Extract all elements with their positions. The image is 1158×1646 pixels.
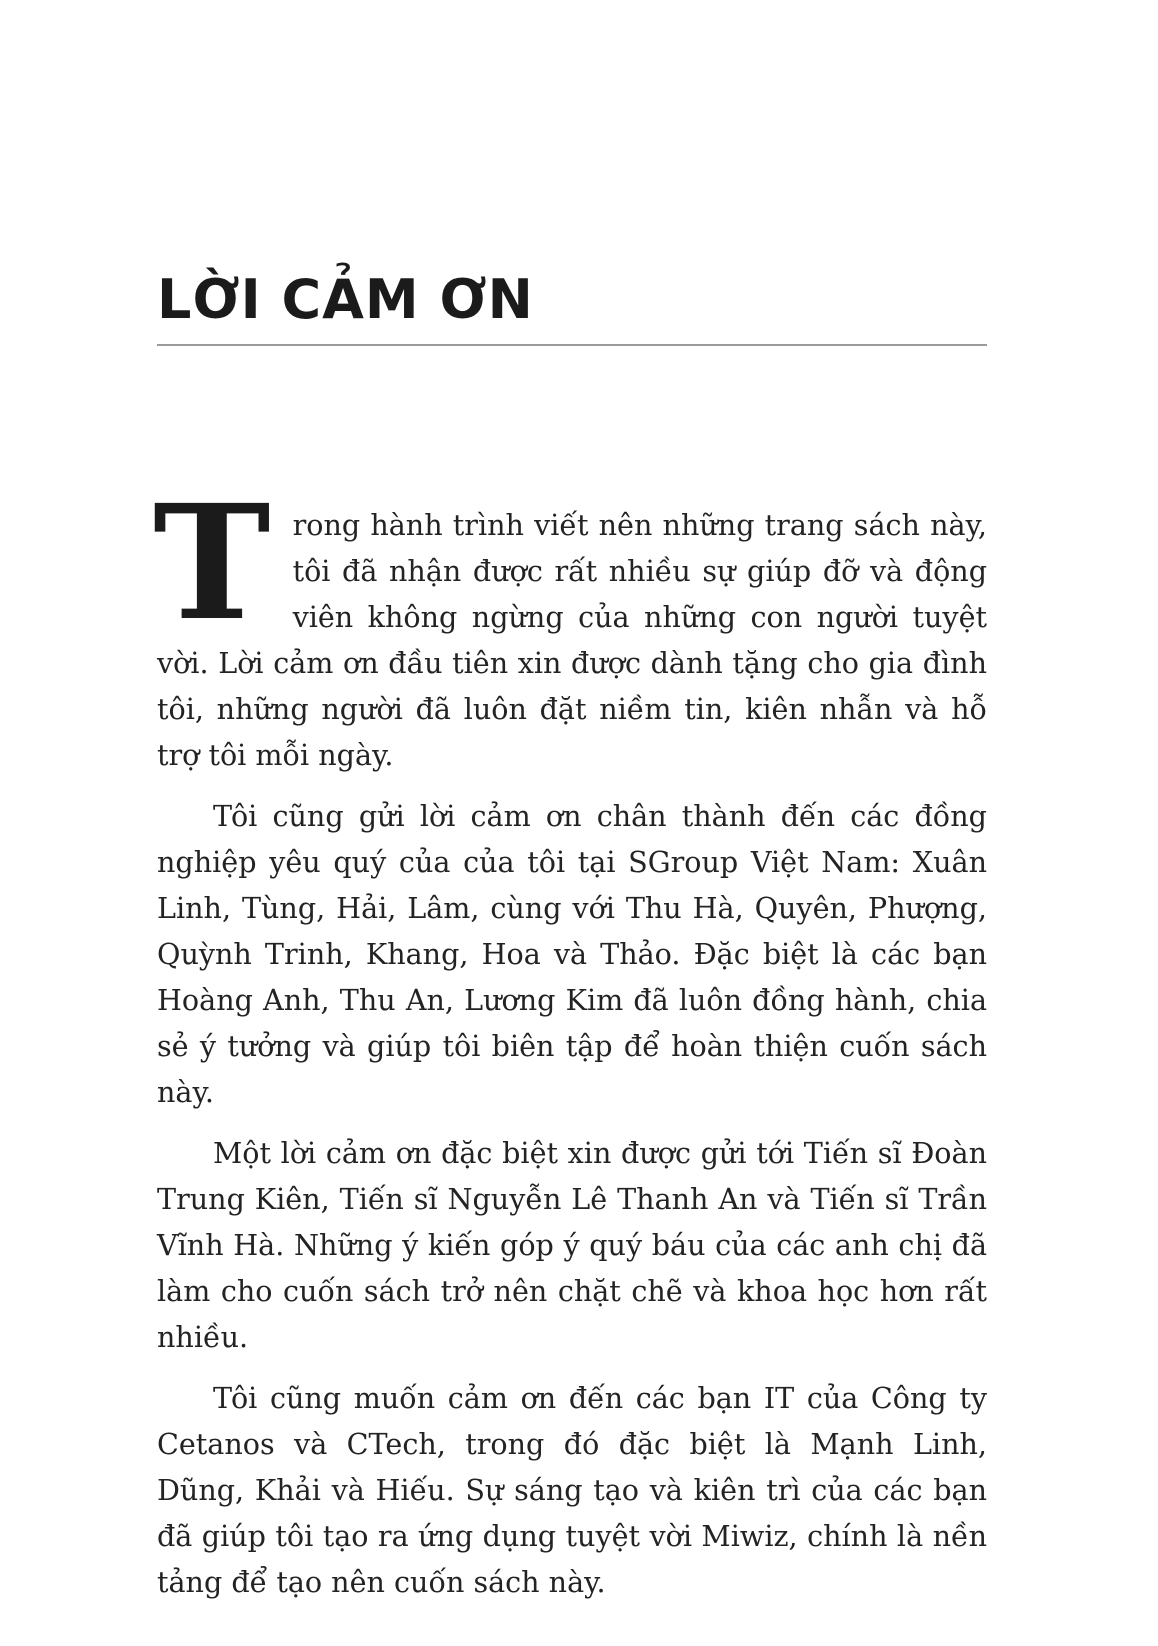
paragraph-1 bbox=[153, 471, 987, 778]
title-divider bbox=[157, 344, 987, 346]
paragraph-2: Tôi cũng gửi lời cảm ơn chân thành đến các đồng nghiệp yêu quý của của tôi tại SGroup Việt Nam: Xuân Linh, Tùng, Hải, Lâm, cùng với Thu Hà, Quyên, Phượng, Quỳnh Trinh, Khang, Hoa và Thảo. Đặc biệt là các bạn Hoàng Anh, Thu An, Lương Kim đã luôn đồng hành, chia sẻ ý tưởng và giúp tôi biên tập để hoàn thiện cuốn sách này. bbox=[157, 799, 987, 1109]
paragraph-1-text: rong hành trình viết nên những trang sách này, tôi đã nhận được rất nhiều sự giúp đỡ và động viên không ngừng của những con người tuyệt vời. Lời cảm ơn đầu tiên xin được dành tặng cho gia đình tôi, những người đã luôn đặt niềm tin, kiên nhẫn và hỗ trợ tôi mỗi ngày. bbox=[157, 508, 987, 772]
paragraph-3: Một lời cảm ơn đặc biệt xin được gửi tới Tiến sĩ Đoàn Trung Kiên, Tiến sĩ Nguyễn Lê Thanh An và Tiến sĩ Trần Vĩnh Hà. Những ý kiến góp ý quý báu của các anh chị đã làm cho cuốn sách trở nên chặt chẽ và khoa học hơn rất nhiều. bbox=[157, 1136, 987, 1354]
paragraph-4: Tôi cũng muốn cảm ơn đến các bạn IT của Công ty Cetanos và CTech, trong đó đặc biệt là Mạnh Linh, Dũng, Khải và Hiếu. Sự sáng tạo và kiên trì của các bạn đã giúp tôi tạo ra ứng dụng tuyệt vời Miwiz, chính là nền tảng để tạo nên cuốn sách này. bbox=[157, 1381, 987, 1599]
drop-cap: T bbox=[153, 471, 271, 656]
acknowledgement-body bbox=[153, 471, 987, 1620]
page-title: LỜI CẢM ƠN bbox=[157, 268, 534, 331]
